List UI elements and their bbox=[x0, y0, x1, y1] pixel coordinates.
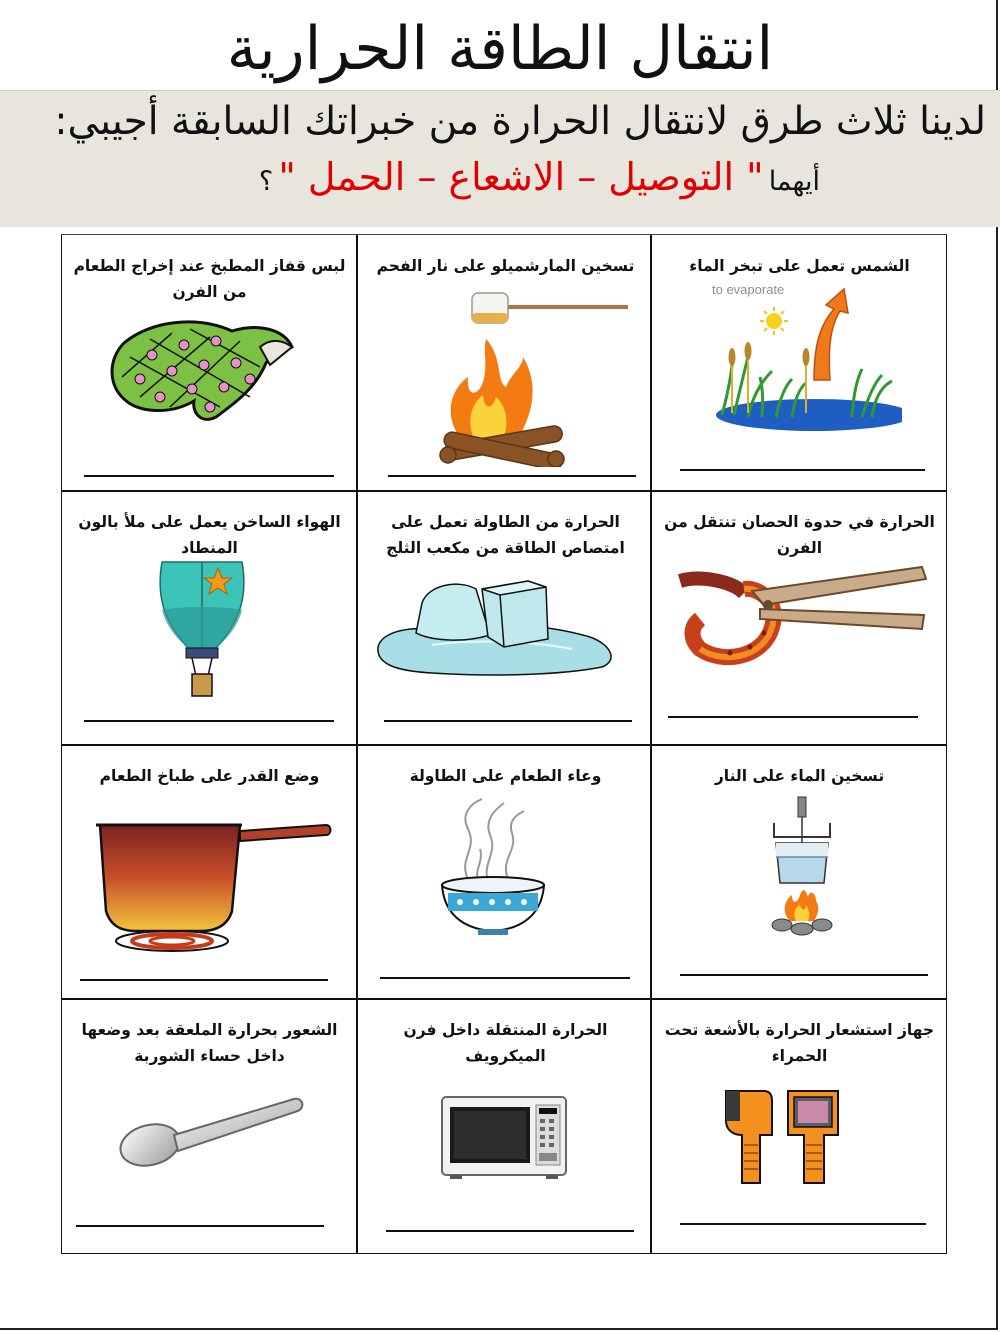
answer-line bbox=[680, 974, 928, 976]
hot-air-balloon-image bbox=[152, 556, 252, 706]
intro-question-mark: ؟ bbox=[258, 166, 274, 197]
worksheet-cell bbox=[358, 745, 653, 1000]
intro-methods: " التوصيل – الاشعاع – الحمل " bbox=[278, 155, 764, 199]
worksheet-cell bbox=[358, 235, 653, 490]
infrared-thermometer-image bbox=[724, 1087, 844, 1187]
cell-caption: لبس قفاز المطبخ عند إخراج الطعام من الفرن bbox=[73, 257, 346, 301]
worksheet-cell bbox=[652, 999, 947, 1254]
worksheet-cell bbox=[652, 235, 947, 490]
steaming-bowl-image bbox=[438, 789, 548, 939]
cell-caption: تسخين الماء على النار bbox=[714, 767, 885, 785]
intro-instruction: لدينا ثلاث طرق لانتقال الحرارة من خبراتك السابقة أجيبي: bbox=[54, 99, 986, 144]
page-title: انتقال الطاقة الحرارية bbox=[226, 14, 774, 84]
sun-evaporation-image bbox=[702, 285, 902, 445]
worksheet-cell bbox=[358, 491, 653, 746]
cell-caption: الحرارة المنتقلة داخل فرن الميكرويف bbox=[403, 1021, 608, 1065]
marshmallow-campfire-image bbox=[428, 287, 638, 467]
worksheet-cell bbox=[62, 745, 357, 1000]
cell-caption: وعاء الطعام على الطاولة bbox=[409, 767, 602, 785]
answer-line bbox=[84, 720, 334, 722]
worksheet-cell bbox=[62, 999, 357, 1254]
worksheet-cell bbox=[62, 491, 357, 746]
answer-line bbox=[80, 979, 328, 981]
answer-line bbox=[668, 716, 918, 718]
answer-line bbox=[680, 1223, 926, 1225]
answer-line bbox=[386, 1230, 634, 1232]
worksheet-cell bbox=[652, 745, 947, 1000]
cell-caption: الحرارة من الطاولة تعمل على امتصاص الطاقة من مكعب الثلج bbox=[386, 513, 625, 557]
cell-caption: وضع القدر على طباخ الطعام bbox=[99, 767, 320, 785]
pot-on-stove-image bbox=[92, 815, 332, 955]
answer-line bbox=[76, 1225, 324, 1227]
answer-line bbox=[84, 475, 334, 477]
melting-ice-cube-image bbox=[372, 569, 622, 679]
intro-question bbox=[259, 155, 820, 199]
intro-box bbox=[0, 90, 1000, 227]
intro-lead: أيهما bbox=[768, 166, 820, 197]
microwave-oven-image bbox=[440, 1095, 568, 1181]
worksheet-cell bbox=[358, 999, 653, 1254]
oven-mitt-image bbox=[100, 307, 300, 437]
spoon-image bbox=[118, 1095, 308, 1175]
cell-caption: جهاز استشعار الحرارة بالأشعة تحت الحمراء bbox=[664, 1021, 935, 1065]
image-overlay-text: to evaporate bbox=[712, 285, 785, 297]
cell-caption: الحرارة في حدوة الحصان تنتقل من الفرن bbox=[664, 513, 935, 557]
cell-caption: الشعور بحرارة الملعقة بعد وضعها داخل حساء الشوربة bbox=[81, 1021, 338, 1065]
answer-line bbox=[384, 720, 632, 722]
cell-caption: الهواء الساخن يعمل على ملأ بالون المنطاد bbox=[78, 513, 341, 557]
worksheet-cell bbox=[62, 235, 357, 490]
answer-line bbox=[388, 475, 636, 477]
answer-line bbox=[380, 977, 630, 979]
cell-caption: الشمس تعمل على تبخر الماء bbox=[689, 257, 910, 275]
answer-line bbox=[680, 469, 925, 471]
water-pot-on-fire-image bbox=[762, 793, 842, 943]
worksheet-cell bbox=[652, 491, 947, 746]
cell-caption: تسخين المارشميلو على نار الفحم bbox=[376, 257, 635, 275]
horseshoe-tongs-image bbox=[660, 561, 940, 681]
worksheet-grid bbox=[61, 234, 947, 1254]
